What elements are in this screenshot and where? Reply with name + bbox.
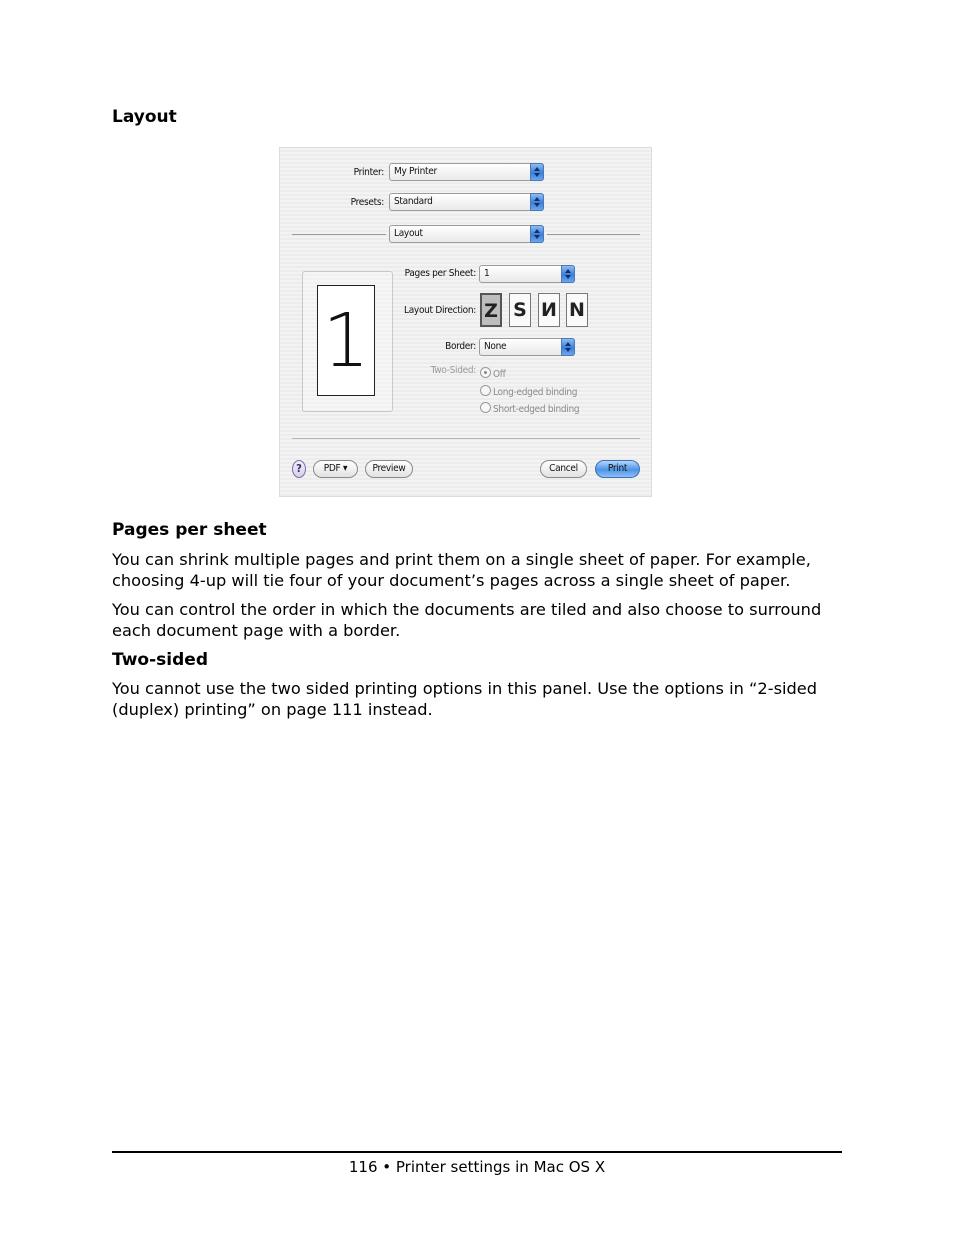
panel-popup[interactable] bbox=[389, 225, 544, 243]
print-dialog-screenshot bbox=[279, 147, 652, 497]
pages-per-sheet-heading: Pages per sheet bbox=[112, 520, 267, 540]
popup-arrows-icon bbox=[530, 193, 544, 211]
printer-popup-value: My Printer bbox=[394, 166, 437, 177]
direction-s-icon[interactable]: S bbox=[509, 293, 531, 327]
printer-label: Printer: bbox=[353, 167, 384, 178]
direction-n-icon[interactable]: N bbox=[566, 293, 588, 327]
printer-popup[interactable] bbox=[389, 163, 544, 181]
footer-rule bbox=[112, 1151, 842, 1153]
panel-popup-value: Layout bbox=[394, 228, 423, 239]
two-sided-option-long-edge[interactable]: Long-edged binding bbox=[480, 385, 577, 398]
two-sided-option-short-edge[interactable]: Short-edged binding bbox=[480, 402, 579, 415]
presets-popup-value: Standard bbox=[394, 196, 433, 207]
radio-icon bbox=[480, 402, 491, 413]
popup-arrows-icon bbox=[530, 225, 544, 243]
preview-button[interactable]: Preview bbox=[365, 460, 413, 478]
two-sided-label: Two-Sided: bbox=[430, 365, 476, 376]
presets-label: Presets: bbox=[350, 197, 384, 208]
border-popup[interactable] bbox=[479, 338, 575, 356]
print-button[interactable]: Print bbox=[595, 460, 640, 478]
layout-preview-page: 1 bbox=[317, 285, 375, 396]
pages-per-sheet-popup[interactable] bbox=[479, 265, 575, 283]
pages-per-sheet-paragraph-2: You can control the order in which the documents are tiled and also choose to surround each document page with a border. bbox=[112, 600, 822, 640]
pages-per-sheet-paragraph-1: You can shrink multiple pages and print them on a single sheet of paper. For example, choosing 4-up will tie four of your document’s pages across a single sheet of paper. bbox=[112, 550, 811, 590]
direction-reverse-n-icon[interactable]: И bbox=[538, 293, 560, 327]
pdf-button[interactable]: PDF ▾ bbox=[313, 460, 358, 478]
radio-selected-icon bbox=[480, 367, 491, 378]
border-label: Border: bbox=[445, 341, 476, 352]
bottom-separator bbox=[292, 438, 640, 439]
pages-per-sheet-value: 1 bbox=[484, 268, 490, 279]
radio-icon bbox=[480, 385, 491, 396]
direction-z-icon[interactable]: Z bbox=[480, 293, 502, 327]
section-title: Layout bbox=[112, 107, 177, 127]
pages-per-sheet-label: Pages per Sheet: bbox=[404, 268, 476, 279]
popup-arrows-icon bbox=[561, 265, 575, 283]
popup-arrows-icon bbox=[530, 163, 544, 181]
help-icon[interactable]: ? bbox=[292, 460, 306, 478]
separator-right bbox=[547, 234, 640, 235]
presets-popup[interactable] bbox=[389, 193, 544, 211]
two-sided-option-off[interactable]: Off bbox=[480, 367, 506, 380]
cancel-button[interactable]: Cancel bbox=[540, 460, 587, 478]
layout-direction-label: Layout Direction: bbox=[404, 305, 476, 316]
popup-arrows-icon bbox=[561, 338, 575, 356]
two-sided-heading: Two-sided bbox=[112, 650, 208, 670]
border-popup-value: None bbox=[484, 341, 507, 352]
page-footer: 116 • Printer settings in Mac OS X bbox=[348, 1158, 606, 1176]
separator-left bbox=[292, 234, 386, 235]
two-sided-paragraph: You cannot use the two sided printing options in this panel. Use the options in “2-sided (duplex) printing” on page 111 instead. bbox=[112, 679, 818, 719]
